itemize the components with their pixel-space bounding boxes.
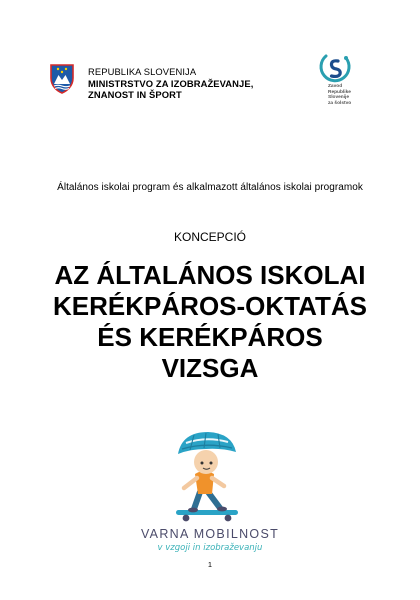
ministry-line-3: ZNANOST IN ŠPORT [88, 89, 182, 100]
title-line-2: KERÉKPÁROS-OKTATÁS [53, 291, 367, 321]
institute-line-1: Zavod [328, 84, 343, 89]
slovenian-coat-of-arms-icon [50, 64, 74, 94]
document-title [40, 260, 380, 384]
zrss-logo-icon [318, 50, 352, 84]
child-skateboarding-icon [160, 426, 256, 526]
page-number: 1 [207, 560, 213, 569]
title-line-4: VIZSGA [161, 353, 259, 383]
institute-line-2: Republike [328, 89, 351, 95]
institute-logo [316, 50, 360, 112]
brand-tagline: v vzgoji in izobraževanju [157, 543, 263, 553]
institute-line-3: Slovenije [328, 95, 350, 101]
program-line: Általános iskolai program és alkalmazott általános iskolai programok [57, 182, 363, 193]
ministry-line-1: REPUBLIKA SLOVENIJA [88, 66, 197, 77]
brand-name: VARNA MOBILNOST [140, 527, 280, 541]
title-line-3: ÉS KERÉKPÁROS [97, 322, 323, 352]
concept-label: KONCEPCIÓ [173, 230, 246, 244]
title-line-1: AZ ÁLTALÁNOS ISKOLAI [54, 260, 366, 290]
ministry-line-2: MINISTRSTVO ZA IZOBRAŽEVANJE, [88, 77, 254, 89]
ministry-header [50, 62, 270, 102]
institute-line-4: za šolstvo [328, 100, 352, 106]
